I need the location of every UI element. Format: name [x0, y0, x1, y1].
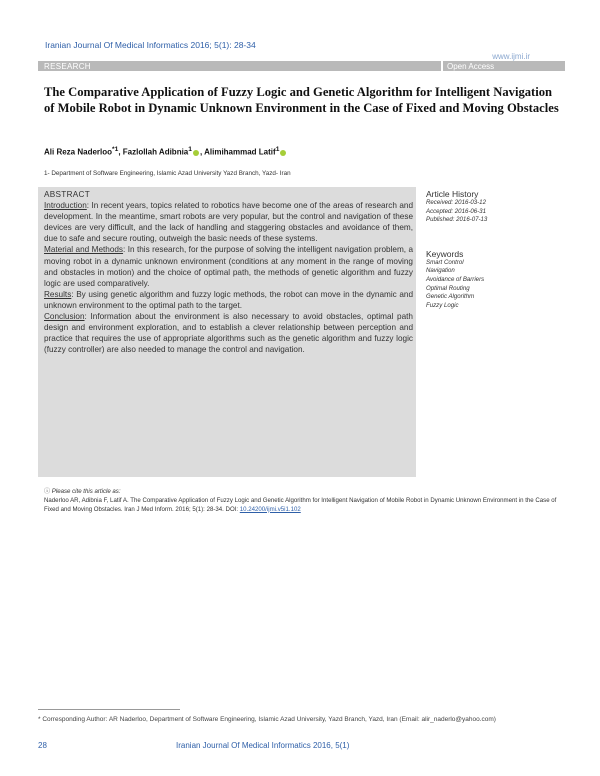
keyword-item: Fuzzy Logic [426, 301, 459, 309]
keyword-item: Optimal Routing [426, 284, 470, 292]
section-label: Material and Methods [44, 245, 124, 255]
author-separator: , [118, 147, 123, 157]
accepted-date: Accepted: 2016-06-31 [426, 207, 486, 215]
section-body: : In this research, for the purpose of solving the intelligent navigation problem, a moving robot in a dynamic unknown environment (conditions at any moment in the range of moving and obstacles in motion) and the choice of optimal path, the methods of genetic algorithm and fuzzy logic are used comparatively. [44, 245, 414, 288]
author-affiliation-mark: 1 [275, 146, 280, 153]
citation-text: Naderloo AR, Adibnia F, Latif A. The Comparative Application of Fuzzy Logic and Genetic Algorithm for Intelligent Navigation of Mobile Robot in Dynamic Unknown Environment in the Case of Fixed and Moving Obstacles. Iran J Med Inform. 2016; 5(1): 28-34. DOI: [44, 496, 557, 513]
author-name: Ali Reza Naderloo [44, 147, 113, 157]
open-access-label: Open Access [447, 62, 495, 71]
section-label: Introduction [44, 201, 87, 211]
keyword-item: Genetic Algorithm [426, 293, 475, 301]
abstract-methods [44, 244, 413, 288]
author-list [44, 146, 287, 157]
abstract-results [44, 289, 413, 311]
abstract-conclusion [44, 311, 413, 355]
keyword-item: Avoidance of Barriers [426, 275, 485, 283]
section-body: : By using genetic algorithm and fuzzy logic methods, the robot can move in the dynamic and unknown environment to the optimal path to the target. [44, 289, 413, 310]
citation-block [44, 488, 564, 514]
article-title: The Comparative Application of Fuzzy Logic and Genetic Algorithm for Intelligent Navigation of Mobile Robot in Dynamic Unknown Environment in the Case of Fixed and Moving Obstacles [44, 85, 559, 115]
abstract-introduction [44, 200, 413, 244]
published-date: Published: 2016-07-13 [426, 216, 488, 224]
footer-journal: Iranian Journal Of Medical Informatics 2016, 5(1) [176, 741, 350, 750]
section-body: : Information about the environment is also necessary to avoid obstacles, optimal path design and environment exploration, and to establish a clever relationship between perception and practice that requires the use of appropriate algorithms such as the genetic algorithm and fuzzy logic (fuzzy controller) are also needed to manage the control and navigation. [44, 312, 413, 355]
article-sidebar [426, 189, 566, 310]
abstract-text [44, 189, 413, 355]
section-label: Results [44, 289, 72, 299]
section-label: RESEARCH [44, 62, 91, 71]
keyword-item: Smart Control [426, 258, 464, 266]
author-name: Fazlollah Adibnia [122, 147, 189, 157]
citation-icon: ⓘ [44, 488, 51, 495]
author-affiliation-mark: 1 [188, 146, 192, 153]
footnote-rule [38, 709, 180, 710]
citation-label: Please cite this article as: [51, 488, 121, 495]
author-affiliation-mark: *1 [112, 146, 119, 153]
journal-header: Iranian Journal Of Medical Informatics 2016; 5(1): 28-34 [45, 40, 256, 50]
section-bar-divider [441, 61, 443, 71]
author-separator: , [199, 147, 205, 157]
author-name: Alimihammad Latif [204, 147, 276, 157]
keyword-item: Navigation [426, 267, 455, 275]
page-number: 28 [38, 741, 47, 750]
article-history-heading: Article History [426, 189, 479, 199]
corresponding-author-footnote: * Corresponding Author: AR Naderloo, Department of Software Engineering, Islamic Azad University, Yazd Branch, Yazd, Iran (Email: alir_naderlo@yahoo.com) [38, 716, 496, 723]
affiliation: 1- Department of Software Engineering, Islamic Azad University Yazd Branch, Yazd- Iran [44, 170, 291, 177]
keywords-heading: Keywords [426, 248, 464, 259]
journal-website-link[interactable]: www.ijmi.ir [492, 52, 530, 61]
doi-link[interactable]: 10.24200/ijmi.v5i1.102 [239, 505, 301, 513]
orcid-icon[interactable] [280, 150, 286, 156]
section-label: Conclusion [44, 312, 85, 322]
abstract-heading: ABSTRACT [44, 190, 91, 199]
orcid-icon[interactable] [193, 150, 199, 156]
section-body: : In recent years, topics related to robotics have become one of the areas of research and development. In the meantime, smart robots are very popular, but the control and navigation of these devices are very difficult, and the lack of handling and staggering obstacles and avoidance of them, due to safe and secure routing, outweigh the basic needs of these systems. [44, 201, 413, 244]
received-date: Received: 2016-03-12 [426, 199, 486, 206]
